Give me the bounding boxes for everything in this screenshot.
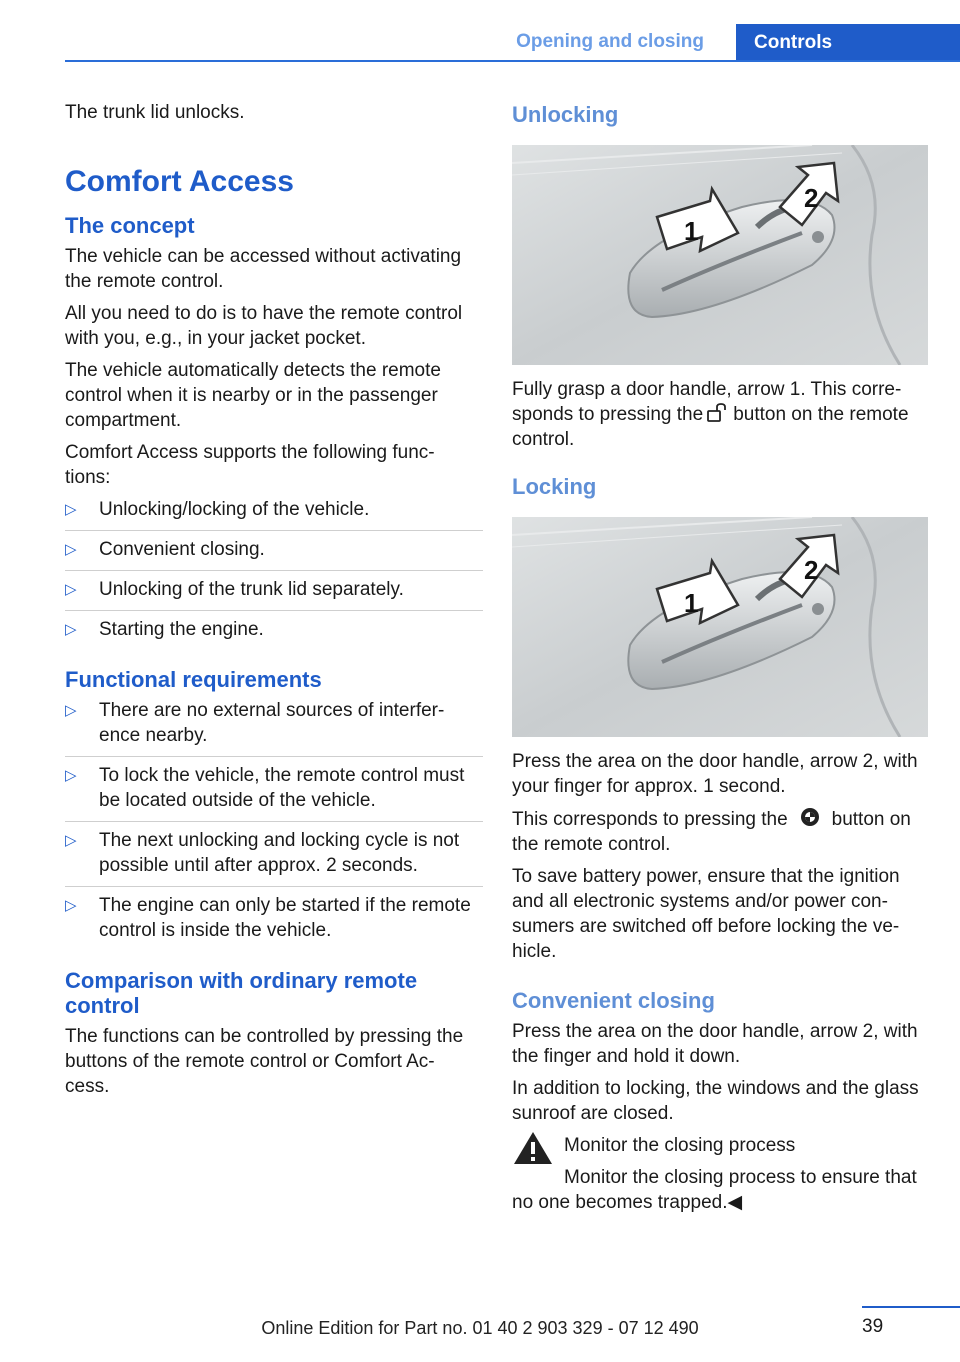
svg-text:1: 1	[684, 216, 699, 246]
locking-paragraph: This corresponds to pressing the button on the remote control.	[512, 806, 930, 857]
list-item: ▷ There are no external sources of interfer‐ ence nearby.	[65, 698, 483, 755]
lock-icon	[798, 806, 822, 828]
triangle-bullet-icon: ▷	[65, 501, 77, 518]
locking-paragraph: Press the area on the door handle, arrow 2, with your finger for approx. 1 second.	[512, 751, 918, 797]
list-item: ▷ The engine can only be started if the remote control is inside the vehicle.	[65, 886, 483, 950]
list-item: ▷ To lock the vehicle, the remote control must be located outside of the vehicle.	[65, 756, 483, 820]
concept-paragraph: The vehicle automatically detects the remote control when it is nearby or in the passenger compartment.	[65, 360, 441, 431]
list-item: ▷ Convenient closing.	[65, 530, 483, 569]
locking-paragraph: To save battery power, ensure that the ignition and all electronic systems and/or power con‐ sumers are switched off before locking the ve‐ hicle.	[512, 866, 900, 962]
door-handle-unlock-illustration	[512, 145, 928, 365]
convenient-closing-paragraph: Press the area on the door handle, arrow 2, with the finger and hold it down.	[512, 1021, 918, 1067]
header-rule	[65, 60, 960, 62]
comparison-heading: Comparison with ordinary remote control	[65, 968, 418, 1018]
concept-paragraph: Comfort Access supports the following func‐ tions:	[65, 442, 435, 488]
triangle-bullet-icon: ▷	[65, 581, 77, 598]
triangle-bullet-icon: ▷	[65, 621, 77, 638]
list-item: ▷ Unlocking/locking of the vehicle.	[65, 497, 483, 529]
requirements-heading: Functional requirements	[65, 667, 322, 692]
door-handle-lock-illustration	[512, 517, 928, 737]
warning-title: Monitor the closing process	[564, 1135, 796, 1156]
comfort-access-heading: Comfort Access	[65, 165, 294, 198]
list-item: ▷ Starting the engine.	[65, 610, 483, 649]
unlocking-heading: Unlocking	[512, 102, 619, 127]
unlock-icon	[707, 403, 729, 423]
requirements-list	[65, 698, 483, 950]
triangle-bullet-icon: ▷	[65, 832, 77, 849]
warning-note	[512, 1133, 930, 1215]
concept-paragraph: All you need to do is to have the remote control with you, e.g., in your jacket pocket.	[65, 303, 463, 349]
page-number-rule	[862, 1306, 960, 1308]
functions-list	[65, 497, 483, 649]
warning-text: Monitor the closing process to ensure that no one becomes trapped.◀	[512, 1167, 917, 1213]
convenient-closing-heading: Convenient closing	[512, 988, 715, 1013]
right-column	[512, 100, 930, 1215]
unlocking-paragraph: Fully grasp a door handle, arrow 1. This corre‐ sponds to pressing the button on the remote control.	[512, 379, 909, 450]
convenient-closing-paragraph: In addition to locking, the windows and the glass sunroof are closed.	[512, 1078, 919, 1124]
edition-footer: Online Edition for Part no. 01 40 2 903 329 - 07 12 490	[261, 1318, 699, 1338]
intro-text: The trunk lid unlocks.	[65, 102, 245, 123]
list-item: ▷ Unlocking of the trunk lid separately.	[65, 570, 483, 609]
list-item: ▷ The next unlocking and locking cycle is not possible until after approx. 2 seconds.	[65, 821, 483, 885]
triangle-bullet-icon: ▷	[65, 897, 77, 914]
header-section-title: Opening and closing	[516, 31, 704, 52]
header-chapter-tab: Controls	[736, 24, 960, 62]
triangle-bullet-icon: ▷	[65, 702, 77, 719]
svg-text:2: 2	[804, 555, 819, 585]
triangle-bullet-icon: ▷	[65, 767, 77, 784]
left-column	[65, 100, 483, 1106]
comparison-paragraph: The functions can be controlled by pressing the buttons of the remote control or Comfort Ac‐ cess.	[65, 1026, 464, 1097]
svg-text:1: 1	[684, 588, 699, 618]
concept-heading: The concept	[65, 213, 195, 238]
page-number: 39	[862, 1316, 884, 1337]
concept-paragraph: The vehicle can be accessed without activating the remote control.	[65, 246, 462, 292]
triangle-bullet-icon: ▷	[65, 541, 77, 558]
locking-heading: Locking	[512, 474, 597, 499]
svg-text:2: 2	[804, 183, 819, 213]
warning-icon	[512, 1129, 554, 1167]
